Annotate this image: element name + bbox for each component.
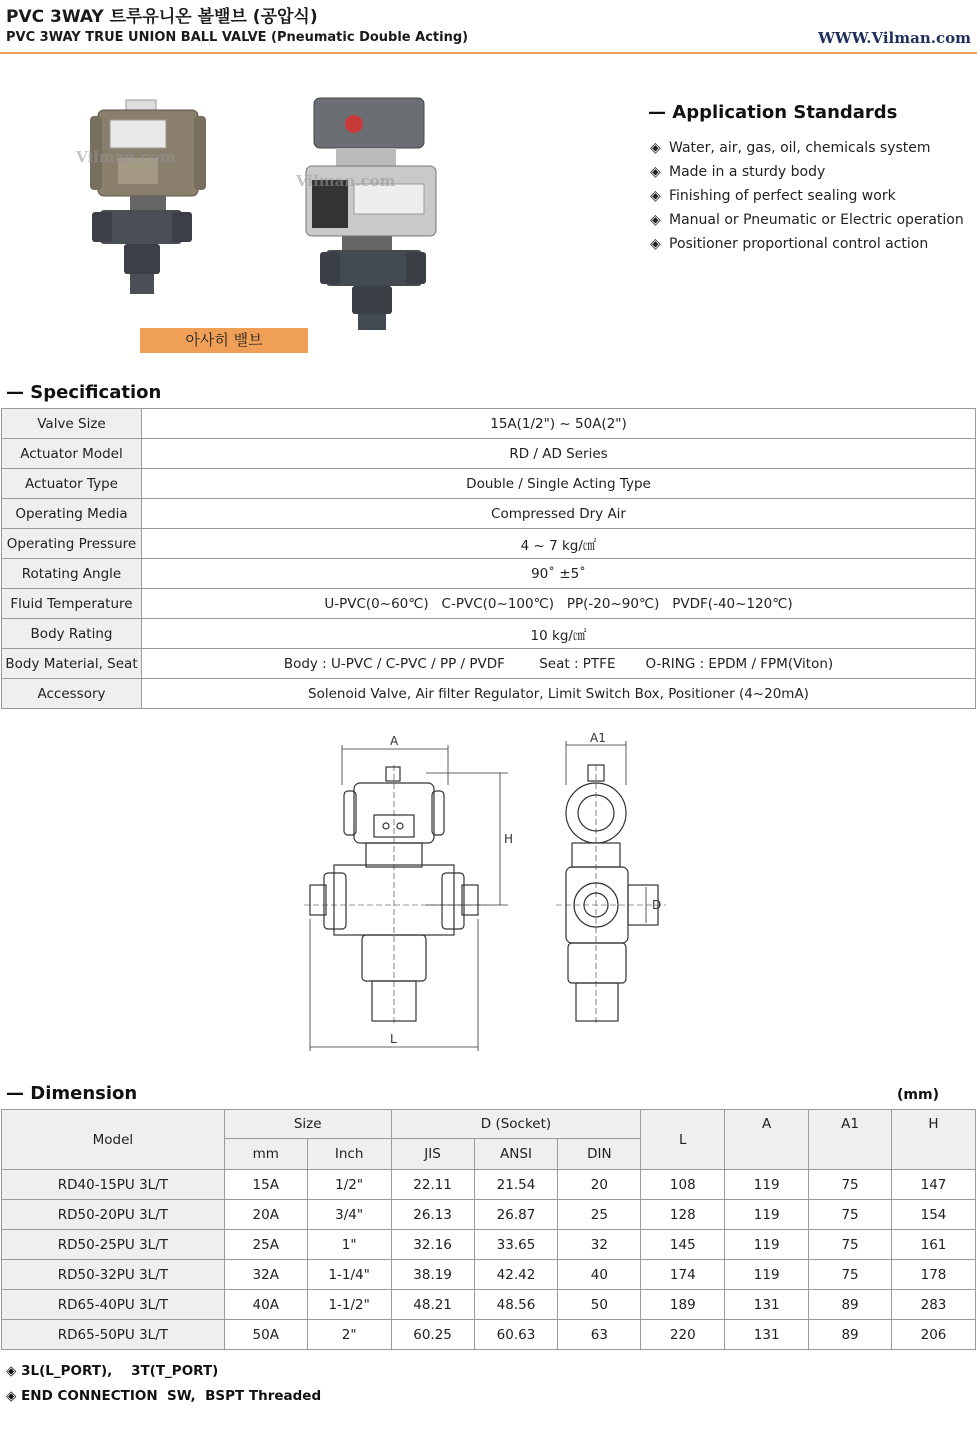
spec-label: Actuator Model	[2, 439, 142, 469]
column-header-l: L	[641, 1110, 725, 1170]
spec-label: Body Material, Seat	[2, 649, 142, 679]
column-header-din: DIN	[558, 1139, 641, 1170]
dimension-label-h: H	[504, 832, 514, 846]
list-item: ◈ Positioner proportional control action	[650, 236, 929, 252]
header-divider	[0, 52, 977, 54]
table-row	[2, 589, 976, 619]
column-header-a: A	[725, 1110, 809, 1170]
page-title-korean: PVC 3WAY 트루유니온 볼밸브 (공압식)	[6, 7, 318, 27]
spec-value: 10 kg/㎠	[142, 619, 976, 649]
diamond-bullet-icon: ◈	[650, 164, 661, 180]
table-row: RD50-20PU 3L/T 20A 3/4" 26.13 26.87 25 128 119 75 154	[2, 1200, 976, 1230]
list-item: ◈ Finishing of perfect sealing work	[650, 188, 896, 204]
table-row: RD65-40PU 3L/T 40A 1-1/2" 48.21 48.56 50 189 131 89 283	[2, 1290, 976, 1320]
footnote-ports: ◈ 3L(L_PORT), 3T(T_PORT)	[6, 1363, 219, 1379]
spec-value: U-PVC(0~60℃) C-PVC(0~100℃) PP(-20~90℃) PVDF(-40~120℃)	[142, 589, 976, 619]
spec-value: 90˚ ±5˚	[142, 559, 976, 589]
photo-watermark-right: Vilman.com	[296, 172, 396, 190]
product-photo-compact	[88, 98, 208, 298]
table-row: RD50-25PU 3L/T 25A 1" 32.16 33.65 32 145 119 75 161	[2, 1230, 976, 1260]
table-row: RD40-15PU 3L/T 15A 1/2" 22.11 21.54 20 108 119 75 147	[2, 1170, 976, 1200]
diamond-bullet-icon: ◈	[650, 140, 661, 156]
table-row	[2, 619, 976, 649]
column-header-inch: Inch	[307, 1139, 391, 1170]
spec-value: 4 ~ 7 kg/㎠	[142, 529, 976, 559]
table-row	[2, 409, 976, 439]
table-row	[2, 499, 976, 529]
column-header-socket: D (Socket)	[391, 1110, 641, 1139]
column-header-mm: mm	[224, 1139, 307, 1170]
column-header-size: Size	[224, 1110, 391, 1139]
spec-label: Actuator Type	[2, 469, 142, 499]
specification-title: Specification	[30, 382, 162, 403]
column-header-ansi: ANSI	[474, 1139, 558, 1170]
table-row	[2, 439, 976, 469]
photo-watermark-left: Vilman.com	[76, 148, 176, 166]
dimension-label-l: L	[390, 1032, 397, 1046]
website-link[interactable]: WWW.Vilman.com	[818, 29, 971, 47]
dimension-heading: — Dimension	[6, 1083, 138, 1104]
brand-label-badge: 아사히 밸브	[140, 328, 308, 353]
spec-label: Rotating Angle	[2, 559, 142, 589]
spec-label: Fluid Temperature	[2, 589, 142, 619]
spec-value: Body : U-PVC / C-PVC / PP / PVDF Seat : PTFE O-RING : EPDM / FPM(Viton)	[142, 649, 976, 679]
table-row	[2, 529, 976, 559]
dimension-label-a: A	[390, 734, 399, 748]
diamond-bullet-icon: ◈	[650, 236, 661, 252]
diamond-bullet-icon: ◈	[650, 188, 661, 204]
table-row	[2, 649, 976, 679]
application-standards-list	[650, 138, 964, 258]
page-title-english: PVC 3WAY TRUE UNION BALL VALVE (Pneumatic Double Acting)	[6, 30, 469, 45]
dimension-label-a1: A1	[590, 731, 606, 745]
dimension-label-d: D	[652, 898, 662, 912]
list-item: ◈ Made in a sturdy body	[650, 164, 826, 180]
dimension-unit: (mm)	[897, 1087, 939, 1103]
table-row	[2, 679, 976, 709]
dimension-title: Dimension	[30, 1083, 138, 1104]
footnotes	[6, 1361, 321, 1411]
spec-value: Double / Single Acting Type	[142, 469, 976, 499]
column-header-jis: JIS	[391, 1139, 474, 1170]
table-row	[2, 559, 976, 589]
application-standards-title: Application Standards	[672, 102, 898, 123]
table-row: RD50-32PU 3L/T 32A 1-1/4" 38.19 42.42 40 174 119 75 178	[2, 1260, 976, 1290]
table-header-row	[2, 1110, 976, 1139]
spec-label: Valve Size	[2, 409, 142, 439]
specification-heading: — Specification	[6, 382, 162, 403]
column-header-h: H	[892, 1110, 976, 1170]
column-header-model: Model	[2, 1110, 225, 1170]
footnote-end-connection: ◈ END CONNECTION SW, BSPT Threaded	[6, 1388, 322, 1404]
spec-value: Compressed Dry Air	[142, 499, 976, 529]
spec-value: Solenoid Valve, Air filter Regulator, Limit Switch Box, Positioner (4~20mA)	[142, 679, 976, 709]
spec-label: Accessory	[2, 679, 142, 709]
spec-value: 15A(1/2") ~ 50A(2")	[142, 409, 976, 439]
list-item: ◈ Manual or Pneumatic or Electric operation	[650, 212, 964, 228]
table-row	[2, 469, 976, 499]
product-photo-with-positioner	[296, 84, 446, 332]
spec-label: Operating Media	[2, 499, 142, 529]
column-header-a1: A1	[809, 1110, 892, 1170]
list-item: ◈ Water, air, gas, oil, chemicals system	[650, 140, 931, 156]
application-standards-heading: — Application Standards	[648, 102, 898, 123]
spec-label: Body Rating	[2, 619, 142, 649]
valve-dimension-drawing	[296, 725, 676, 1055]
diamond-bullet-icon: ◈	[650, 212, 661, 228]
dimension-table	[1, 1109, 976, 1350]
spec-label: Operating Pressure	[2, 529, 142, 559]
spec-value: RD / AD Series	[142, 439, 976, 469]
table-row: RD65-50PU 3L/T 50A 2" 60.25 60.63 63 220 131 89 206	[2, 1320, 976, 1350]
specification-table	[1, 408, 976, 709]
